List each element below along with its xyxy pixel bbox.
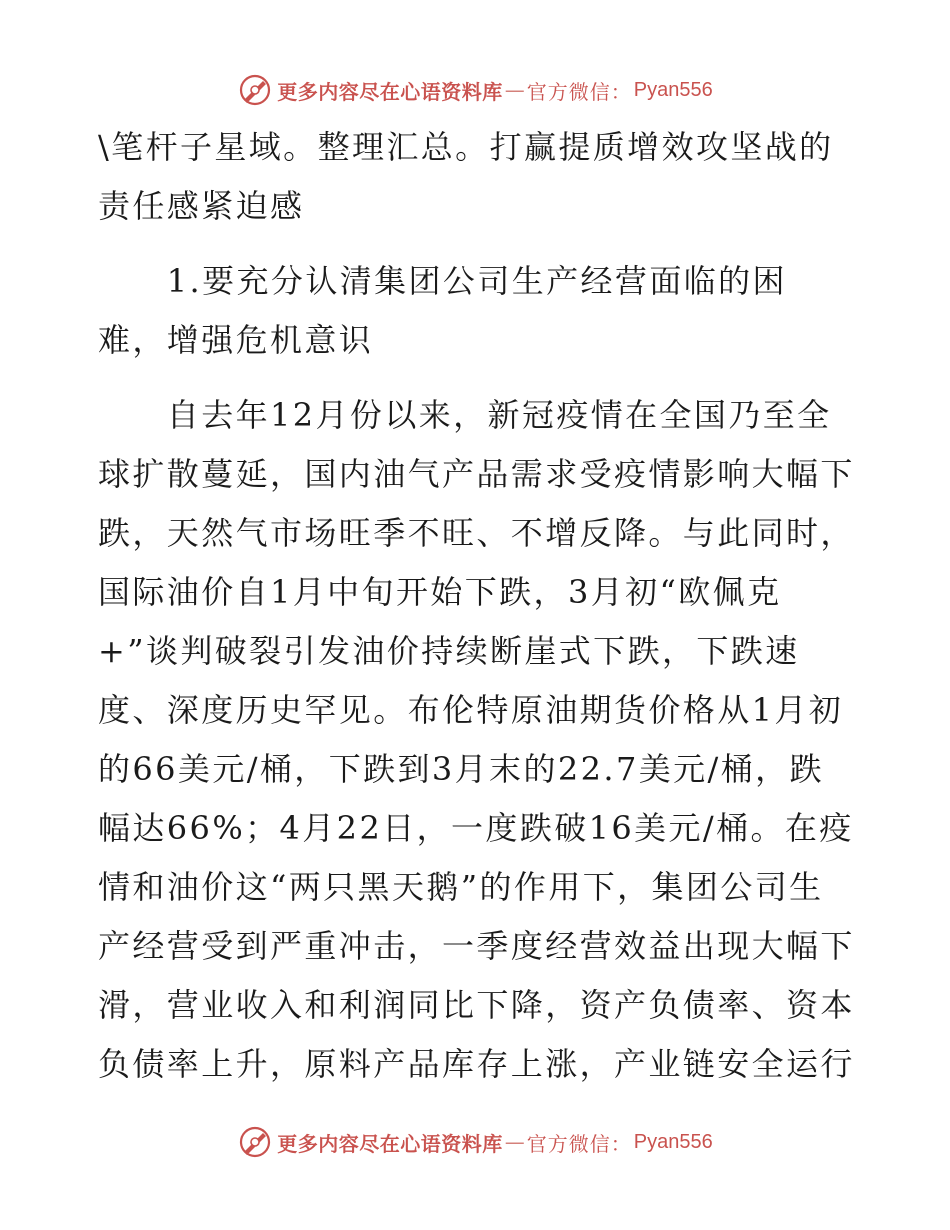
watermark-header bbox=[0, 72, 950, 108]
pen-logo-icon bbox=[237, 72, 273, 108]
body-paragraph bbox=[98, 386, 858, 1094]
watermark-separator: — bbox=[504, 78, 525, 102]
paragraph-line: 的66美元/桶，下跌到3月末的22.7美元/桶，跌 bbox=[98, 750, 824, 788]
watermark-middle: 官方微信： bbox=[526, 1131, 632, 1156]
paragraph-line: 产经营受到严重冲击，一季度经营效益出现大幅下 bbox=[98, 927, 855, 965]
paragraph-line: 幅达66%；4月22日，一度跌破16美元/桶。在疫 bbox=[98, 809, 854, 847]
paragraph-line: 自去年12月份以来，新冠疫情在全国乃至全 bbox=[98, 396, 832, 434]
watermark-wechat-id: Pyan556 bbox=[633, 1130, 713, 1153]
watermark-separator: — bbox=[504, 1130, 525, 1154]
paragraph-line: 跌，天然气市场旺季不旺、不增反降。与此同时， bbox=[98, 514, 855, 552]
document-body bbox=[98, 118, 858, 1094]
paragraph-line: 国际油价自1月中旬开始下跌，3月初“欧佩克 bbox=[98, 573, 782, 611]
watermark-middle: 官方微信： bbox=[526, 79, 632, 104]
paragraph-line: 负债率上升，原料产品库存上涨，产业链安全运行 bbox=[98, 1045, 855, 1083]
pen-logo-icon bbox=[237, 1124, 273, 1160]
subheading-line: 难，增强危机意识 bbox=[98, 321, 374, 359]
paragraph-line: 度、深度历史罕见。布伦特原油期货价格从1月初 bbox=[98, 691, 844, 729]
paragraph-line: 情和油价这“两只黑天鹅”的作用下，集团公司生 bbox=[98, 868, 824, 906]
watermark-prefix: 更多内容尽在心语资料库 bbox=[277, 1131, 503, 1156]
watermark-prefix: 更多内容尽在心语资料库 bbox=[277, 79, 503, 104]
watermark-wechat-id: Pyan556 bbox=[633, 78, 713, 101]
heading-line: \笔杆子星域。整理汇总。打赢提质增效攻坚战的 bbox=[98, 128, 834, 166]
paragraph-line: 滑，营业收入和利润同比下降，资产负债率、资本 bbox=[98, 986, 855, 1024]
paragraph-line: +”谈判破裂引发油价持续断崖式下跌，下跌速 bbox=[98, 632, 800, 670]
section-heading bbox=[98, 118, 858, 236]
subheading bbox=[98, 252, 858, 370]
watermark-footer bbox=[0, 1124, 950, 1160]
heading-line: 责任感紧迫感 bbox=[98, 187, 305, 225]
subheading-line: 1.要充分认清集团公司生产经营面临的困 bbox=[98, 262, 787, 300]
paragraph-line: 球扩散蔓延，国内油气产品需求受疫情影响大幅下 bbox=[98, 455, 855, 493]
